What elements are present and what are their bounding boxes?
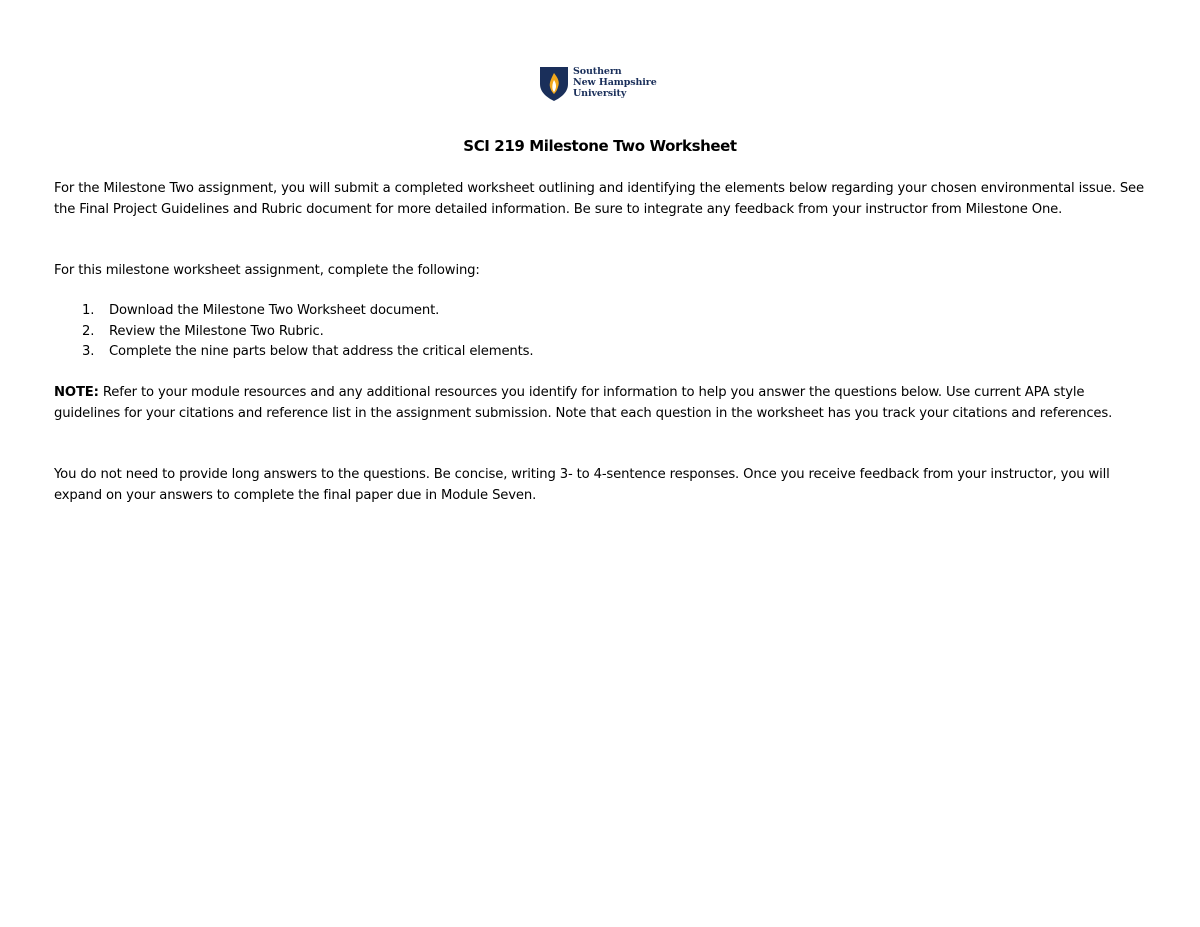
list-text: Review the Milestone Two Rubric. xyxy=(109,323,324,339)
shield-flame-icon xyxy=(539,66,569,102)
list-item xyxy=(54,322,533,343)
snhu-logo xyxy=(539,66,657,102)
intro-paragraph: For the Milestone Two assignment, you will submit a completed worksheet outlining and identifying the elements below regarding your chosen environmental issue. See the Final Project Guidelines and Rubric document for more detailed information. Be sure to integrate any feedback from your instructor from Milestone One. xyxy=(54,181,1144,217)
list-text: Complete the nine parts below that address the critical elements. xyxy=(109,344,534,359)
logo-line-3: University xyxy=(573,88,627,99)
instructions-lead: For this milestone worksheet assignment, complete the following: xyxy=(54,263,480,278)
logo-line-2: New Hampshire xyxy=(573,77,657,88)
list-item xyxy=(54,301,533,322)
list-number: 1. xyxy=(82,303,95,318)
logo-line-1: Southern xyxy=(573,66,622,77)
list-number: 2. xyxy=(82,323,95,339)
list-number: 3. xyxy=(82,344,95,359)
note-paragraph xyxy=(54,383,1149,424)
note-text: Refer to your module resources and any additional resources you identify for information to help you answer the questions below. Use current APA style guidelines for your citations and reference list in the assignment submission. Note that each question in the worksheet has you track your citations and references. xyxy=(54,385,1113,421)
closing-paragraph: You do not need to provide long answers to the questions. Be concise, writing 3- to 4-sentence responses. Once you receive feedback from your instructor, you will expand on your answers to complete the final paper due in Module Seven. xyxy=(54,467,1110,503)
steps-list xyxy=(54,301,533,363)
logo-wordmark xyxy=(573,66,657,99)
list-item xyxy=(54,342,533,363)
list-text: Download the Milestone Two Worksheet document. xyxy=(109,303,440,318)
note-label: NOTE: xyxy=(54,385,99,400)
document-title: SCI 219 Milestone Two Worksheet xyxy=(463,137,737,155)
